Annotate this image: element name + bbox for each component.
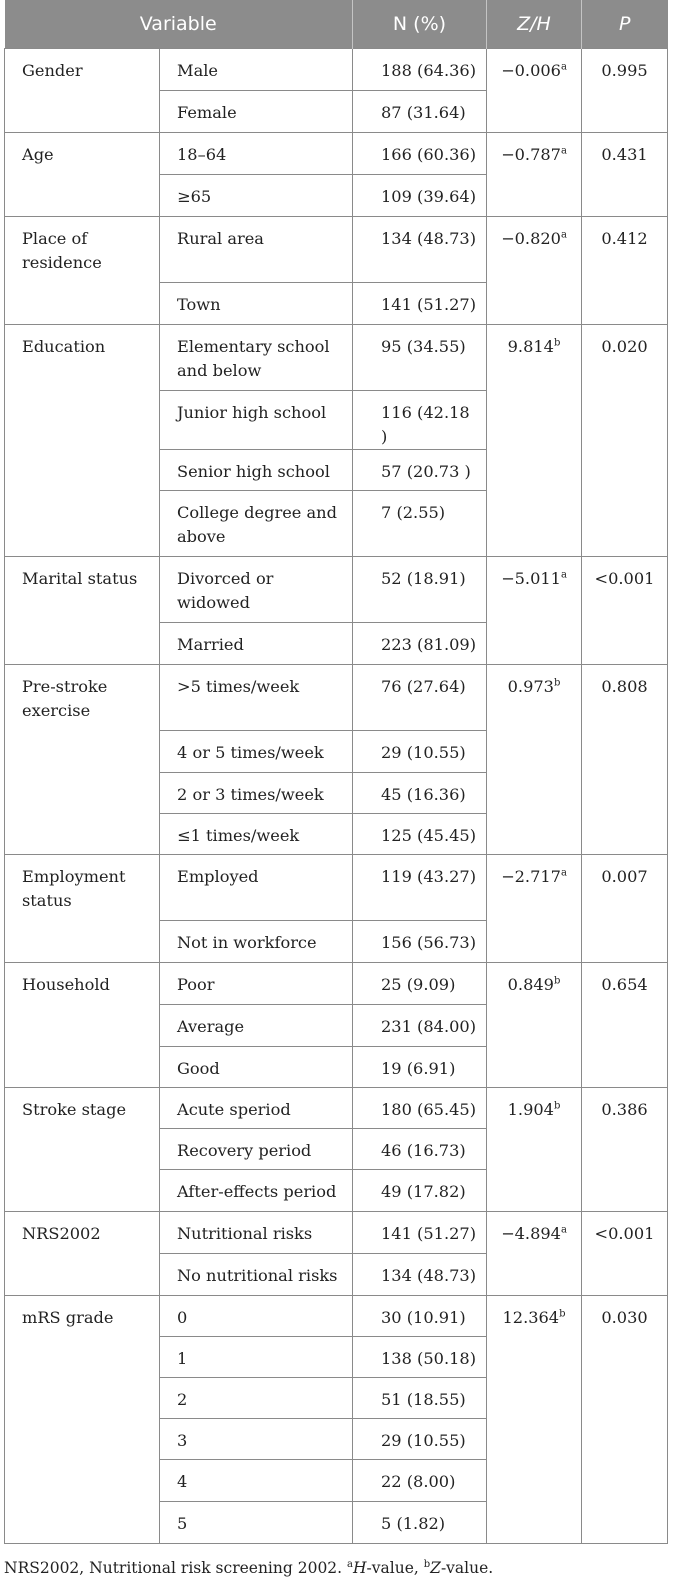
n-pct-cell: 231 (84.00) <box>353 1005 487 1047</box>
header-variable: Variable <box>5 0 353 49</box>
n-pct-cell: 46 (16.73) <box>353 1129 487 1170</box>
category-cell: Poor <box>160 963 353 1005</box>
n-pct-cell: 51 (18.55) <box>353 1378 487 1419</box>
table-row <box>5 217 668 283</box>
category-cell: Female <box>160 91 353 133</box>
p-value-cell: 0.995 <box>582 49 668 133</box>
stat-superscript: a <box>560 867 567 879</box>
stat-cell <box>487 855 582 963</box>
n-pct-cell: 52 (18.91) <box>353 557 487 623</box>
variable-cell: Place of residence <box>5 217 160 325</box>
stat-superscript: a <box>560 145 567 157</box>
n-pct-cell: 166 (60.36) <box>353 133 487 175</box>
variable-cell: Stroke stage <box>5 1088 160 1212</box>
category-cell: 2 <box>160 1378 353 1419</box>
category-cell: ≥65 <box>160 175 353 217</box>
stat-value: 1.904 <box>507 1100 554 1119</box>
n-pct-cell: 29 (10.55) <box>353 731 487 773</box>
category-cell: 4 <box>160 1460 353 1502</box>
p-value-cell: 0.030 <box>582 1296 668 1544</box>
stat-value: 12.364 <box>502 1308 560 1327</box>
header-zh: Z/H <box>487 0 582 49</box>
header-p: P <box>582 0 668 49</box>
category-cell: Married <box>160 623 353 665</box>
n-pct-cell: 116 (42.18 ) <box>353 391 487 450</box>
data-table <box>4 0 668 1544</box>
stat-cell <box>487 133 582 217</box>
n-pct-cell: 95 (34.55) <box>353 325 487 391</box>
footnote-a-suffix: -value, <box>366 1559 419 1577</box>
category-cell: Good <box>160 1047 353 1088</box>
category-cell: >5 times/week <box>160 665 353 731</box>
stat-superscript: b <box>553 677 561 689</box>
n-pct-cell: 141 (51.27) <box>353 283 487 325</box>
category-cell: Employed <box>160 855 353 921</box>
stat-value: −5.011 <box>501 569 561 588</box>
stat-superscript: a <box>560 1224 567 1236</box>
category-cell: 0 <box>160 1296 353 1337</box>
n-pct-cell: 119 (43.27) <box>353 855 487 921</box>
variable-cell: mRS grade <box>5 1296 160 1544</box>
table-footnote <box>4 1559 493 1577</box>
n-pct-cell: 109 (39.64) <box>353 175 487 217</box>
n-pct-cell: 5 (1.82) <box>353 1502 487 1544</box>
stat-superscript: a <box>560 229 567 241</box>
category-cell: College degree and above <box>160 491 353 557</box>
category-cell: 4 or 5 times/week <box>160 731 353 773</box>
variable-cell: NRS2002 <box>5 1212 160 1296</box>
p-value-cell: 0.431 <box>582 133 668 217</box>
variable-cell: Marital status <box>5 557 160 665</box>
category-cell: ≤1 times/week <box>160 814 353 855</box>
stat-value: −2.717 <box>501 867 561 886</box>
stat-value: −0.820 <box>501 229 561 248</box>
category-cell: 3 <box>160 1419 353 1460</box>
variable-cell: Pre-stroke exercise <box>5 665 160 855</box>
table-row <box>5 49 668 91</box>
table-row <box>5 855 668 921</box>
stat-cell <box>487 325 582 557</box>
footnote-text: NRS2002, Nutritional risk screening 2002. <box>4 1559 343 1577</box>
n-pct-cell: 30 (10.91) <box>353 1296 487 1337</box>
variable-cell: Employment status <box>5 855 160 963</box>
n-pct-cell: 49 (17.82) <box>353 1170 487 1212</box>
category-cell: No nutritional risks <box>160 1254 353 1296</box>
table-row <box>5 665 668 731</box>
footnote-a-mark: a <box>347 1558 353 1570</box>
header-n-pct: N (%) <box>353 0 487 49</box>
category-cell: Average <box>160 1005 353 1047</box>
p-value-cell: 0.020 <box>582 325 668 557</box>
p-value-cell: 0.654 <box>582 963 668 1088</box>
table-body <box>5 49 668 1544</box>
n-pct-cell: 29 (10.55) <box>353 1419 487 1460</box>
category-cell: Town <box>160 283 353 325</box>
category-cell: Senior high school <box>160 450 353 491</box>
footnote-b-mark: b <box>423 1558 431 1570</box>
n-pct-cell: 125 (45.45) <box>353 814 487 855</box>
n-pct-cell: 57 (20.73 ) <box>353 450 487 491</box>
n-pct-cell: 87 (31.64) <box>353 91 487 133</box>
table-row <box>5 1212 668 1254</box>
stat-cell <box>487 963 582 1088</box>
category-cell: Junior high school <box>160 391 353 450</box>
category-cell: 5 <box>160 1502 353 1544</box>
p-value-cell: 0.412 <box>582 217 668 325</box>
stat-value: 9.814 <box>507 337 554 356</box>
category-cell: Not in workforce <box>160 921 353 963</box>
n-pct-cell: 22 (8.00) <box>353 1460 487 1502</box>
p-value-cell: 0.386 <box>582 1088 668 1212</box>
variable-cell: Household <box>5 963 160 1088</box>
p-value-cell: <0.001 <box>582 1212 668 1296</box>
table-row <box>5 133 668 175</box>
stat-superscript: a <box>560 61 567 73</box>
category-cell: 2 or 3 times/week <box>160 773 353 814</box>
stat-value: 0.973 <box>507 677 554 696</box>
n-pct-cell: 180 (65.45) <box>353 1088 487 1129</box>
table-container <box>4 0 667 1577</box>
stat-superscript: b <box>553 337 561 349</box>
table-row <box>5 1088 668 1129</box>
variable-cell: Gender <box>5 49 160 133</box>
table-header <box>5 0 668 49</box>
stat-cell <box>487 1088 582 1212</box>
n-pct-cell: 25 (9.09) <box>353 963 487 1005</box>
stat-cell <box>487 1296 582 1544</box>
stat-superscript: a <box>560 569 567 581</box>
table-row <box>5 325 668 391</box>
stat-value: −0.006 <box>501 61 561 80</box>
category-cell: 18–64 <box>160 133 353 175</box>
p-value-cell: <0.001 <box>582 557 668 665</box>
category-cell: Rural area <box>160 217 353 283</box>
stat-superscript: b <box>553 1100 561 1112</box>
n-pct-cell: 134 (48.73) <box>353 217 487 283</box>
table-row <box>5 963 668 1005</box>
footnote-b-letter: Z <box>430 1559 441 1577</box>
variable-cell: Education <box>5 325 160 557</box>
category-cell: Divorced or widowed <box>160 557 353 623</box>
stat-value: −4.894 <box>501 1224 561 1243</box>
footnote-b-suffix: -value. <box>440 1559 494 1577</box>
category-cell: Recovery period <box>160 1129 353 1170</box>
category-cell: After-effects period <box>160 1170 353 1212</box>
footnote-a-letter: H <box>353 1559 367 1577</box>
n-pct-cell: 45 (16.36) <box>353 773 487 814</box>
table-row <box>5 557 668 623</box>
stat-cell <box>487 665 582 855</box>
n-pct-cell: 223 (81.09) <box>353 623 487 665</box>
variable-cell: Age <box>5 133 160 217</box>
stat-cell <box>487 557 582 665</box>
stat-value: −0.787 <box>501 145 561 164</box>
stat-superscript: b <box>559 1308 566 1320</box>
category-cell: Elementary school and below <box>160 325 353 391</box>
stat-cell <box>487 1212 582 1296</box>
n-pct-cell: 188 (64.36) <box>353 49 487 91</box>
category-cell: Acute speriod <box>160 1088 353 1129</box>
n-pct-cell: 76 (27.64) <box>353 665 487 731</box>
stat-superscript: b <box>553 975 561 987</box>
category-cell: 1 <box>160 1337 353 1378</box>
table-row <box>5 1296 668 1337</box>
p-value-cell: 0.808 <box>582 665 668 855</box>
n-pct-cell: 134 (48.73) <box>353 1254 487 1296</box>
category-cell: Nutritional risks <box>160 1212 353 1254</box>
n-pct-cell: 7 (2.55) <box>353 491 487 557</box>
n-pct-cell: 156 (56.73) <box>353 921 487 963</box>
stat-cell <box>487 49 582 133</box>
stat-value: 0.849 <box>507 975 554 994</box>
n-pct-cell: 141 (51.27) <box>353 1212 487 1254</box>
n-pct-cell: 19 (6.91) <box>353 1047 487 1088</box>
category-cell: Male <box>160 49 353 91</box>
stat-cell <box>487 217 582 325</box>
n-pct-cell: 138 (50.18) <box>353 1337 487 1378</box>
p-value-cell: 0.007 <box>582 855 668 963</box>
